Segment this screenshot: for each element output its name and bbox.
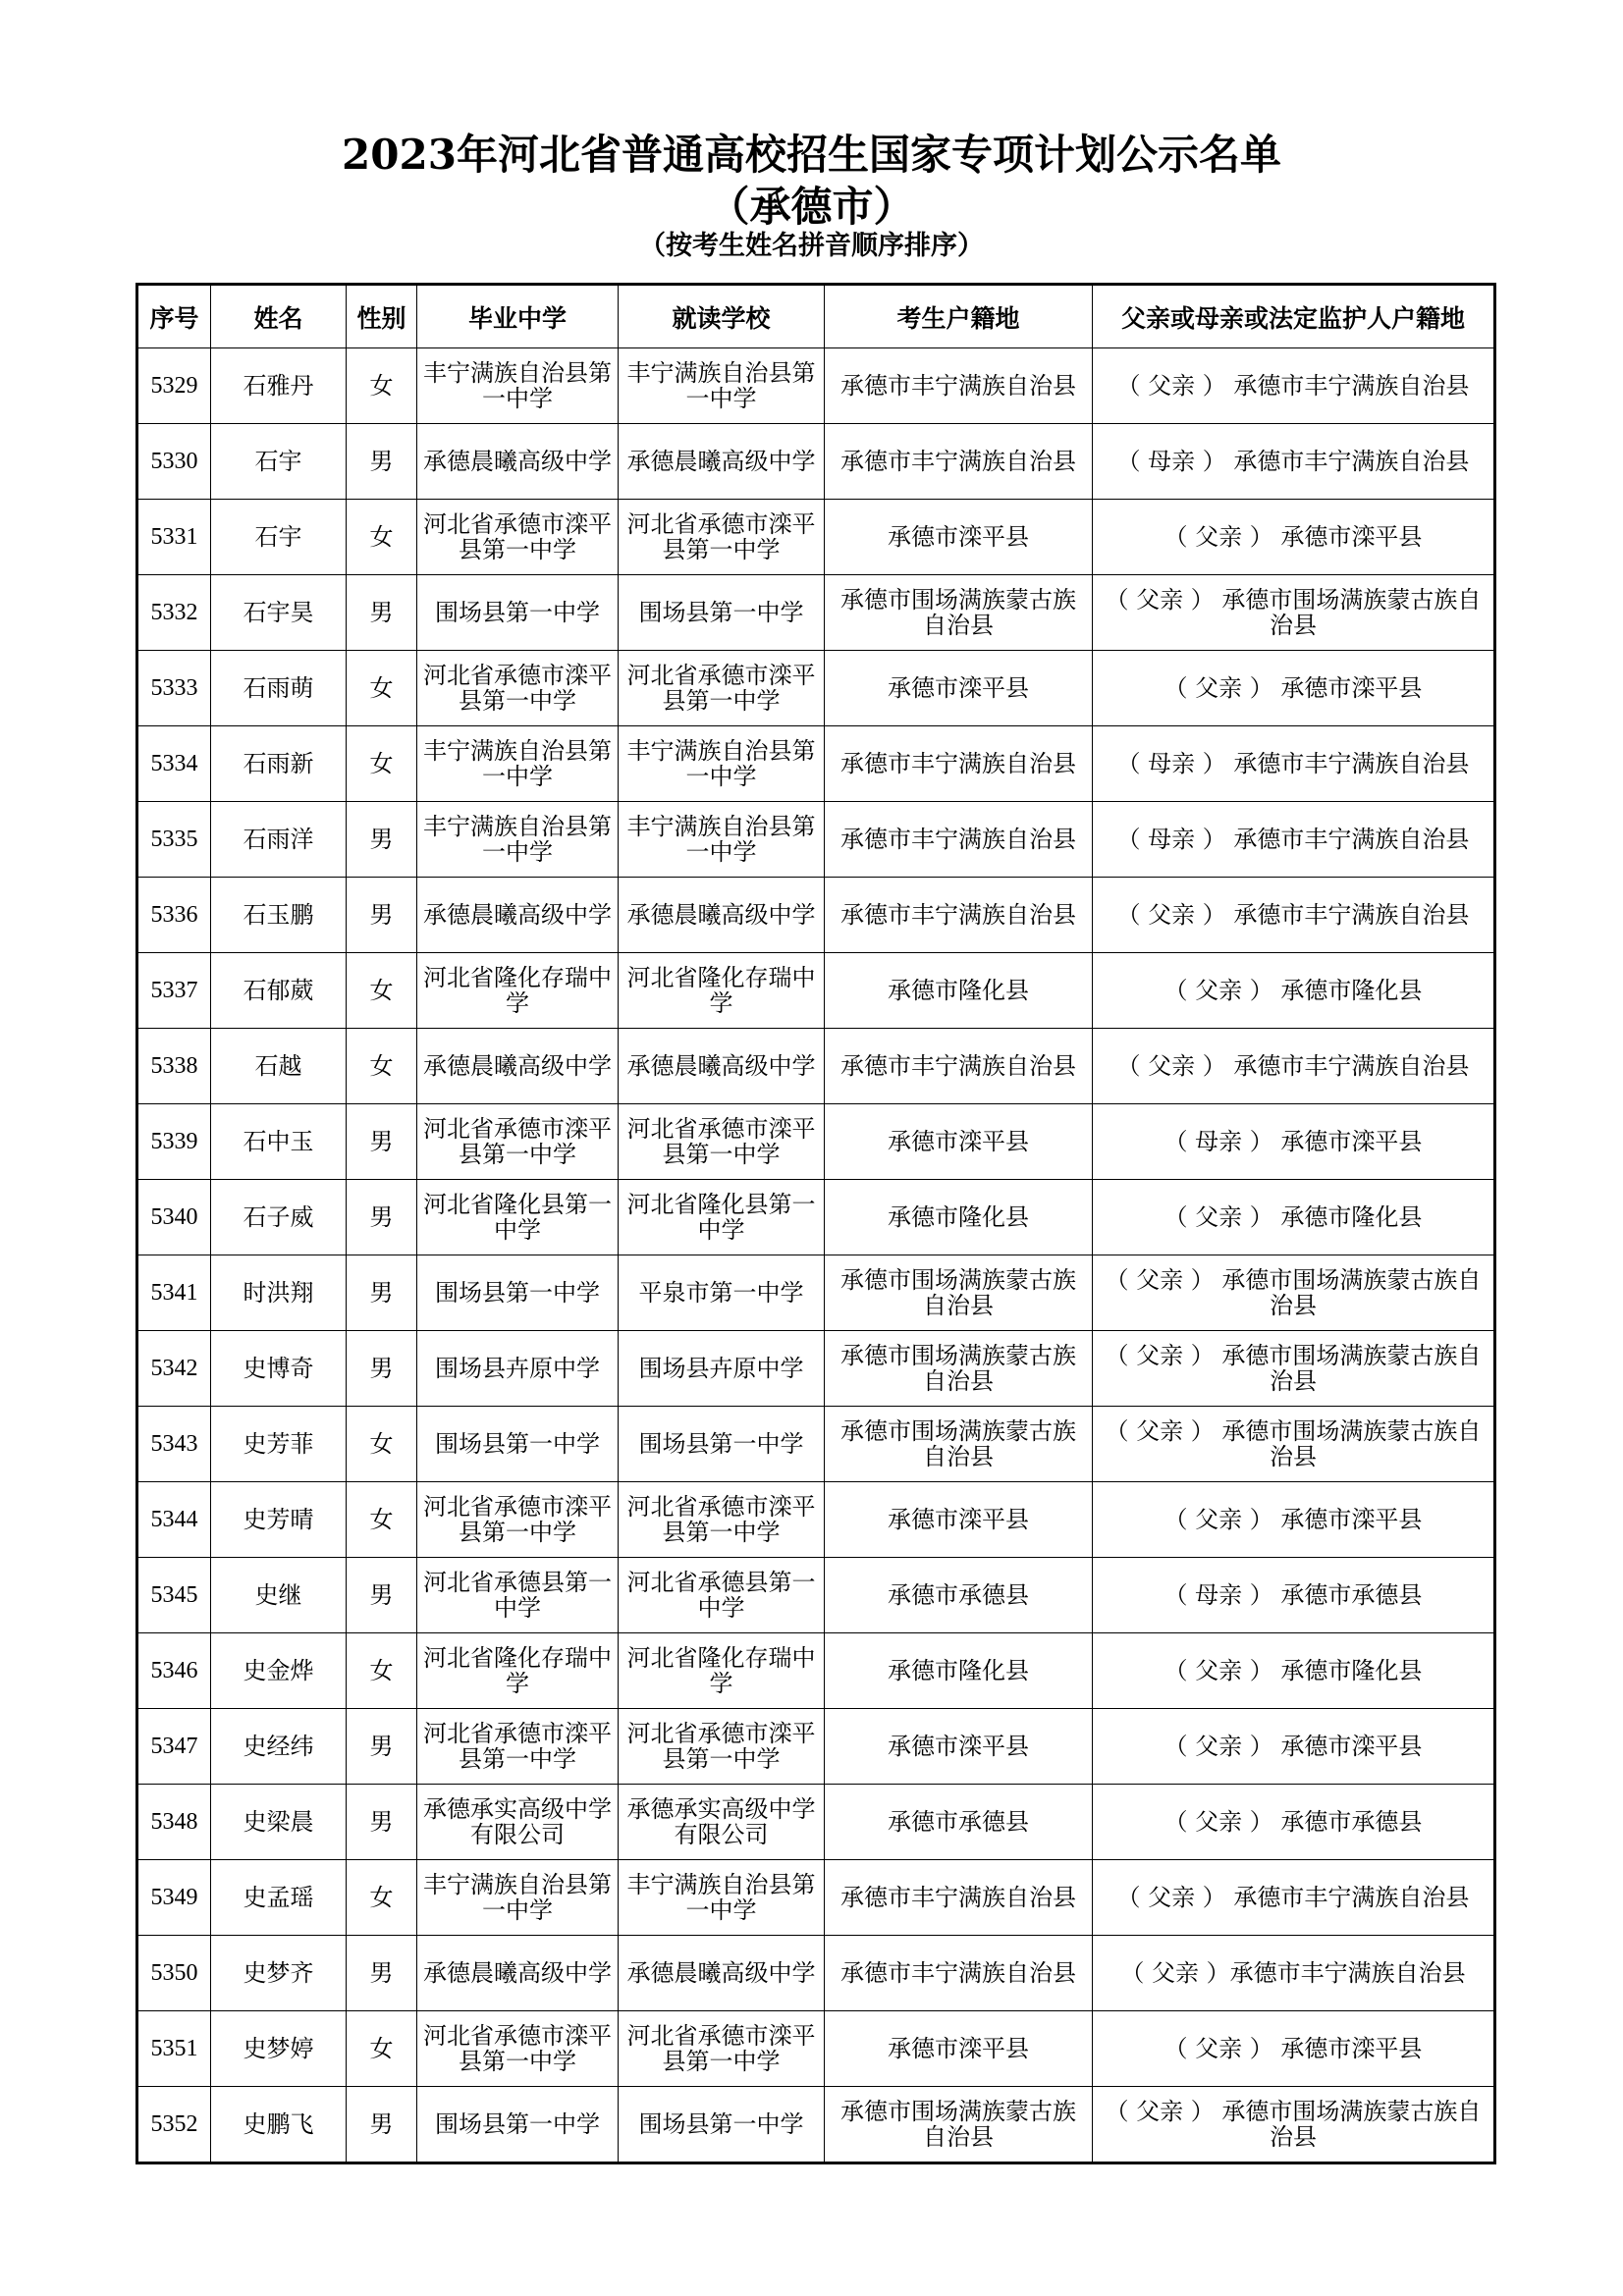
cell-index: 5345 (137, 1558, 211, 1633)
table-row (137, 1482, 1495, 1558)
cell-current-school: 承德承实高级中学有限公司 (619, 1785, 825, 1860)
cell-graduation-school: 承德晨曦高级中学 (417, 424, 619, 500)
cell-current-school: 承德晨曦高级中学 (619, 1029, 825, 1104)
cell-index: 5331 (137, 500, 211, 575)
cell-name: 石宇昊 (211, 575, 347, 651)
cell-household-registration: 承德市丰宁满族自治县 (825, 1936, 1093, 2011)
cell-gender: 女 (347, 726, 417, 802)
cell-name: 史梁晨 (211, 1785, 347, 1860)
cell-household-registration: 承德市隆化县 (825, 1180, 1093, 1255)
cell-guardian-registration: （ 父亲 ） 承德市丰宁满族自治县 (1093, 348, 1495, 424)
table-row (137, 1331, 1495, 1407)
cell-gender: 女 (347, 1860, 417, 1936)
table-row (137, 575, 1495, 651)
cell-graduation-school: 河北省隆化县第一中学 (417, 1180, 619, 1255)
cell-current-school: 河北省承德市滦平县第一中学 (619, 500, 825, 575)
cell-guardian-registration: （ 父亲 ） 承德市围场满族蒙古族自治县 (1093, 1255, 1495, 1331)
cell-guardian-registration: （ 父亲 ） 承德市隆化县 (1093, 1633, 1495, 1709)
cell-current-school: 河北省隆化存瑞中学 (619, 953, 825, 1029)
cell-guardian-registration: （ 父亲 ） 承德市滦平县 (1093, 1482, 1495, 1558)
cell-name: 石宇 (211, 424, 347, 500)
cell-graduation-school: 河北省承德县第一中学 (417, 1558, 619, 1633)
cell-index: 5332 (137, 575, 211, 651)
cell-index: 5339 (137, 1104, 211, 1180)
cell-index: 5352 (137, 2087, 211, 2163)
cell-household-registration: 承德市丰宁满族自治县 (825, 1029, 1093, 1104)
cell-index: 5349 (137, 1860, 211, 1936)
cell-index: 5335 (137, 802, 211, 878)
cell-index: 5348 (137, 1785, 211, 1860)
cell-guardian-registration: （ 母亲 ） 承德市丰宁满族自治县 (1093, 424, 1495, 500)
cell-name: 石玉鹏 (211, 878, 347, 953)
cell-gender: 男 (347, 1936, 417, 2011)
cell-gender: 女 (347, 1482, 417, 1558)
cell-household-registration: 承德市承德县 (825, 1558, 1093, 1633)
cell-guardian-registration: （ 父亲 ） 承德市丰宁满族自治县 (1093, 1860, 1495, 1936)
cell-graduation-school: 围场县第一中学 (417, 1255, 619, 1331)
cell-gender: 男 (347, 1255, 417, 1331)
cell-name: 史孟瑶 (211, 1860, 347, 1936)
header-current-school: 就读学校 (619, 285, 825, 348)
cell-index: 5329 (137, 348, 211, 424)
cell-graduation-school: 承德晨曦高级中学 (417, 878, 619, 953)
cell-index: 5344 (137, 1482, 211, 1558)
cell-index: 5336 (137, 878, 211, 953)
cell-current-school: 围场县第一中学 (619, 1407, 825, 1482)
cell-index: 5337 (137, 953, 211, 1029)
cell-graduation-school: 河北省承德市滦平县第一中学 (417, 1709, 619, 1785)
cell-graduation-school: 丰宁满族自治县第一中学 (417, 348, 619, 424)
cell-gender: 女 (347, 348, 417, 424)
cell-index: 5346 (137, 1633, 211, 1709)
cell-index: 5343 (137, 1407, 211, 1482)
cell-graduation-school: 围场县第一中学 (417, 2087, 619, 2163)
table-row (137, 878, 1495, 953)
cell-household-registration: 承德市围场满族蒙古族自治县 (825, 1407, 1093, 1482)
cell-graduation-school: 承德承实高级中学有限公司 (417, 1785, 619, 1860)
cell-index: 5338 (137, 1029, 211, 1104)
cell-graduation-school: 丰宁满族自治县第一中学 (417, 1860, 619, 1936)
cell-graduation-school: 河北省承德市滦平县第一中学 (417, 1482, 619, 1558)
cell-household-registration: 承德市围场满族蒙古族自治县 (825, 1331, 1093, 1407)
table-row (137, 500, 1495, 575)
cell-gender: 女 (347, 500, 417, 575)
cell-household-registration: 承德市滦平县 (825, 1104, 1093, 1180)
cell-household-registration: 承德市滦平县 (825, 2011, 1093, 2087)
cell-name: 石宇 (211, 500, 347, 575)
cell-name: 石郁葳 (211, 953, 347, 1029)
cell-guardian-registration: （ 父亲 ）承德市丰宁满族自治县 (1093, 1936, 1495, 2011)
cell-household-registration: 承德市丰宁满族自治县 (825, 348, 1093, 424)
cell-index: 5347 (137, 1709, 211, 1785)
cell-name: 石子威 (211, 1180, 347, 1255)
cell-current-school: 河北省隆化存瑞中学 (619, 1633, 825, 1709)
cell-household-registration: 承德市丰宁满族自治县 (825, 726, 1093, 802)
cell-index: 5334 (137, 726, 211, 802)
cell-name: 石雨新 (211, 726, 347, 802)
header-name: 姓名 (211, 285, 347, 348)
cell-guardian-registration: （ 父亲 ） 承德市隆化县 (1093, 953, 1495, 1029)
table-row (137, 1407, 1495, 1482)
cell-guardian-registration: （ 母亲 ） 承德市滦平县 (1093, 1104, 1495, 1180)
cell-index: 5350 (137, 1936, 211, 2011)
cell-name: 石中玉 (211, 1104, 347, 1180)
cell-gender: 男 (347, 1180, 417, 1255)
cell-index: 5340 (137, 1180, 211, 1255)
cell-name: 时洪翔 (211, 1255, 347, 1331)
table-row (137, 953, 1495, 1029)
cell-name: 石越 (211, 1029, 347, 1104)
cell-name: 石雨萌 (211, 651, 347, 726)
table-row (137, 348, 1495, 424)
cell-gender: 男 (347, 1785, 417, 1860)
cell-name: 石雅丹 (211, 348, 347, 424)
cell-current-school: 河北省承德市滦平县第一中学 (619, 1709, 825, 1785)
cell-name: 史继 (211, 1558, 347, 1633)
cell-gender: 女 (347, 2011, 417, 2087)
cell-household-registration: 承德市围场满族蒙古族自治县 (825, 1255, 1093, 1331)
sort-note: （按考生姓名拼音顺序排序） (639, 231, 984, 261)
cell-gender: 女 (347, 1029, 417, 1104)
cell-gender: 男 (347, 424, 417, 500)
table-row (137, 2087, 1495, 2163)
cell-guardian-registration: （ 父亲 ） 承德市围场满族蒙古族自治县 (1093, 2087, 1495, 2163)
header-index: 序号 (137, 285, 211, 348)
cell-gender: 男 (347, 878, 417, 953)
cell-current-school: 承德晨曦高级中学 (619, 878, 825, 953)
cell-guardian-registration: （ 父亲 ） 承德市隆化县 (1093, 1180, 1495, 1255)
table-row (137, 1785, 1495, 1860)
table-row (137, 726, 1495, 802)
cell-guardian-registration: （ 父亲 ） 承德市围场满族蒙古族自治县 (1093, 1331, 1495, 1407)
cell-household-registration: 承德市丰宁满族自治县 (825, 424, 1093, 500)
cell-current-school: 河北省承德县第一中学 (619, 1558, 825, 1633)
cell-household-registration: 承德市丰宁满族自治县 (825, 878, 1093, 953)
cell-graduation-school: 河北省承德市滦平县第一中学 (417, 2011, 619, 2087)
cell-gender: 男 (347, 575, 417, 651)
cell-household-registration: 承德市围场满族蒙古族自治县 (825, 575, 1093, 651)
cell-household-registration: 承德市滦平县 (825, 651, 1093, 726)
cell-guardian-registration: （ 父亲 ） 承德市丰宁满族自治县 (1093, 878, 1495, 953)
cell-current-school: 平泉市第一中学 (619, 1255, 825, 1331)
cell-guardian-registration: （ 父亲 ） 承德市滦平县 (1093, 2011, 1495, 2087)
cell-guardian-registration: （ 父亲 ） 承德市丰宁满族自治县 (1093, 1029, 1495, 1104)
cell-household-registration: 承德市丰宁满族自治县 (825, 1860, 1093, 1936)
cell-current-school: 承德晨曦高级中学 (619, 1936, 825, 2011)
cell-name: 史芳晴 (211, 1482, 347, 1558)
cell-guardian-registration: （ 父亲 ） 承德市承德县 (1093, 1785, 1495, 1860)
cell-gender: 男 (347, 1331, 417, 1407)
cell-household-registration: 承德市隆化县 (825, 953, 1093, 1029)
cell-current-school: 丰宁满族自治县第一中学 (619, 348, 825, 424)
table-row (137, 1558, 1495, 1633)
cell-index: 5333 (137, 651, 211, 726)
cell-graduation-school: 河北省隆化存瑞中学 (417, 1633, 619, 1709)
cell-name: 史博奇 (211, 1331, 347, 1407)
cell-household-registration: 承德市滦平县 (825, 500, 1093, 575)
cell-graduation-school: 河北省隆化存瑞中学 (417, 953, 619, 1029)
document-title: 2023年河北省普通高校招生国家专项计划公示名单 (342, 131, 1281, 179)
cell-current-school: 河北省隆化县第一中学 (619, 1180, 825, 1255)
cell-guardian-registration: （ 父亲 ） 承德市滦平县 (1093, 1709, 1495, 1785)
cell-current-school: 河北省承德市滦平县第一中学 (619, 651, 825, 726)
cell-household-registration: 承德市丰宁满族自治县 (825, 802, 1093, 878)
cell-current-school: 丰宁满族自治县第一中学 (619, 802, 825, 878)
cell-graduation-school: 丰宁满族自治县第一中学 (417, 726, 619, 802)
cell-graduation-school: 丰宁满族自治县第一中学 (417, 802, 619, 878)
cell-graduation-school: 河北省承德市滦平县第一中学 (417, 1104, 619, 1180)
cell-gender: 男 (347, 1709, 417, 1785)
cell-current-school: 丰宁满族自治县第一中学 (619, 1860, 825, 1936)
cell-current-school: 河北省承德市滦平县第一中学 (619, 2011, 825, 2087)
cell-household-registration: 承德市承德县 (825, 1785, 1093, 1860)
cell-current-school: 承德晨曦高级中学 (619, 424, 825, 500)
table-row (137, 424, 1495, 500)
header-guardian-registration: 父亲或母亲或法定监护人户籍地 (1093, 285, 1495, 348)
cell-guardian-registration: （ 父亲 ） 承德市滦平县 (1093, 500, 1495, 575)
table-row (137, 1633, 1495, 1709)
table-row (137, 1029, 1495, 1104)
header-household-registration: 考生户籍地 (825, 285, 1093, 348)
header-graduation-school: 毕业中学 (417, 285, 619, 348)
cell-household-registration: 承德市隆化县 (825, 1633, 1093, 1709)
cell-current-school: 围场县第一中学 (619, 2087, 825, 2163)
document-subtitle: （承德市） (708, 183, 915, 231)
cell-graduation-school: 承德晨曦高级中学 (417, 1029, 619, 1104)
cell-guardian-registration: （ 母亲 ） 承德市丰宁满族自治县 (1093, 802, 1495, 878)
table-row (137, 1709, 1495, 1785)
cell-graduation-school: 围场县第一中学 (417, 1407, 619, 1482)
cell-name: 史经纬 (211, 1709, 347, 1785)
cell-household-registration: 承德市滦平县 (825, 1709, 1093, 1785)
table-row (137, 1180, 1495, 1255)
cell-gender: 男 (347, 1558, 417, 1633)
cell-guardian-registration: （ 父亲 ） 承德市滦平县 (1093, 651, 1495, 726)
cell-graduation-school: 围场县第一中学 (417, 575, 619, 651)
cell-current-school: 围场县卉原中学 (619, 1331, 825, 1407)
cell-name: 史芳菲 (211, 1407, 347, 1482)
cell-gender: 男 (347, 2087, 417, 2163)
roster-table (135, 283, 1496, 2164)
table-row (137, 1936, 1495, 2011)
cell-index: 5351 (137, 2011, 211, 2087)
cell-guardian-registration: （ 母亲 ） 承德市丰宁满族自治县 (1093, 726, 1495, 802)
cell-current-school: 河北省承德市滦平县第一中学 (619, 1104, 825, 1180)
cell-current-school: 河北省承德市滦平县第一中学 (619, 1482, 825, 1558)
cell-current-school: 丰宁满族自治县第一中学 (619, 726, 825, 802)
cell-graduation-school: 河北省承德市滦平县第一中学 (417, 500, 619, 575)
table-header-row (137, 285, 1495, 348)
cell-index: 5341 (137, 1255, 211, 1331)
header-gender: 性别 (347, 285, 417, 348)
table-row (137, 1860, 1495, 1936)
cell-graduation-school: 承德晨曦高级中学 (417, 1936, 619, 2011)
table-row (137, 2011, 1495, 2087)
cell-gender: 男 (347, 802, 417, 878)
cell-name: 史梦婷 (211, 2011, 347, 2087)
cell-current-school: 围场县第一中学 (619, 575, 825, 651)
cell-name: 史梦齐 (211, 1936, 347, 2011)
cell-gender: 女 (347, 1407, 417, 1482)
cell-gender: 男 (347, 1104, 417, 1180)
cell-guardian-registration: （ 父亲 ） 承德市围场满族蒙古族自治县 (1093, 575, 1495, 651)
table-row (137, 1255, 1495, 1331)
cell-gender: 女 (347, 651, 417, 726)
cell-name: 史鹏飞 (211, 2087, 347, 2163)
cell-graduation-school: 河北省承德市滦平县第一中学 (417, 651, 619, 726)
table-row (137, 651, 1495, 726)
cell-index: 5342 (137, 1331, 211, 1407)
cell-household-registration: 承德市围场满族蒙古族自治县 (825, 2087, 1093, 2163)
cell-guardian-registration: （ 父亲 ） 承德市围场满族蒙古族自治县 (1093, 1407, 1495, 1482)
cell-household-registration: 承德市滦平县 (825, 1482, 1093, 1558)
cell-name: 石雨洋 (211, 802, 347, 878)
cell-gender: 女 (347, 1633, 417, 1709)
cell-index: 5330 (137, 424, 211, 500)
table-row (137, 802, 1495, 878)
cell-graduation-school: 围场县卉原中学 (417, 1331, 619, 1407)
cell-gender: 女 (347, 953, 417, 1029)
cell-name: 史金烨 (211, 1633, 347, 1709)
cell-guardian-registration: （ 母亲 ） 承德市承德县 (1093, 1558, 1495, 1633)
table-row (137, 1104, 1495, 1180)
